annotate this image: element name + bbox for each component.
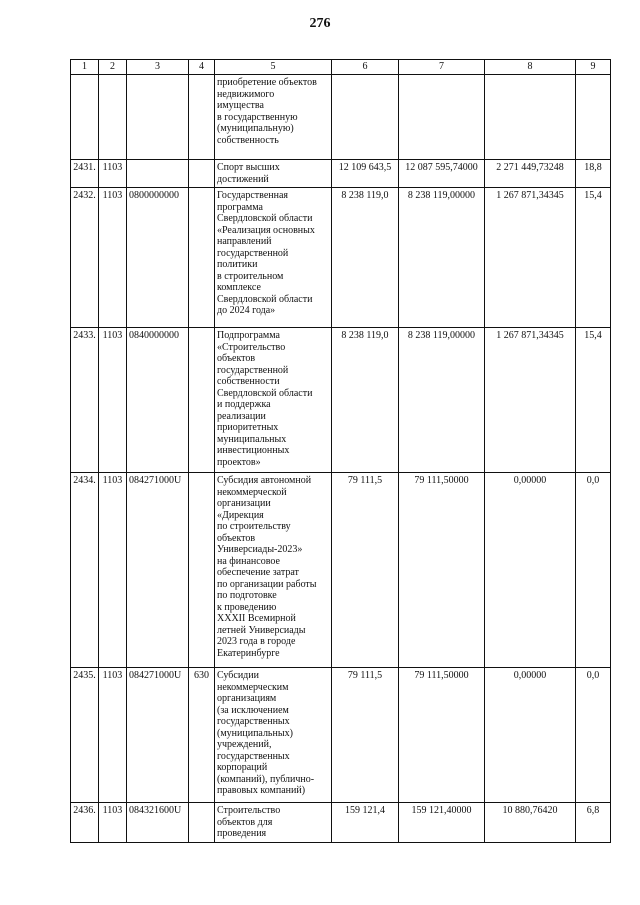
target-article-code: 0840000000 <box>127 328 189 473</box>
header-col-9: 9 <box>576 60 611 75</box>
table-header-row <box>71 60 611 75</box>
expense-type-code <box>189 188 215 328</box>
executed-amount: 0,00000 <box>485 473 576 668</box>
target-article-code: 084271000U <box>127 668 189 803</box>
header-col-2: 2 <box>99 60 127 75</box>
execution-percent: 6,8 <box>576 803 611 843</box>
row-number: 2432. <box>71 188 99 328</box>
planned-amount: 8 238 119,0 <box>332 328 399 473</box>
execution-percent <box>576 75 611 160</box>
target-article-code <box>127 160 189 188</box>
expense-type-code <box>189 160 215 188</box>
expense-type-code <box>189 75 215 160</box>
section-code: 1103 <box>99 803 127 843</box>
item-name: Субсидии некоммерческим организациям (за исключением государственных (муниципальных) учреждений, государственных корпораций (компаний), публично- правовых компаний) <box>215 668 332 803</box>
header-col-4: 4 <box>189 60 215 75</box>
execution-percent: 15,4 <box>576 328 611 473</box>
planned-amount: 159 121,4 <box>332 803 399 843</box>
row-number <box>71 75 99 160</box>
planned-amount: 8 238 119,0 <box>332 188 399 328</box>
table-row <box>71 160 611 188</box>
planned-amount: 79 111,5 <box>332 473 399 668</box>
item-name: Государственная программа Свердловской области «Реализация основных направлений государственной политики в строительном комплексе Свердловской области до 2024 года» <box>215 188 332 328</box>
item-name: Строительство объектов для проведения <box>215 803 332 843</box>
section-code: 1103 <box>99 328 127 473</box>
executed-amount: 0,00000 <box>485 668 576 803</box>
planned-amount: 12 109 643,5 <box>332 160 399 188</box>
planned-amount: 79 111,5 <box>332 668 399 803</box>
item-name: Спорт высших достижений <box>215 160 332 188</box>
table-row <box>71 75 611 160</box>
section-code <box>99 75 127 160</box>
table-row <box>71 803 611 843</box>
approved-amount: 79 111,50000 <box>399 473 485 668</box>
approved-amount: 8 238 119,00000 <box>399 328 485 473</box>
execution-percent: 15,4 <box>576 188 611 328</box>
target-article-code: 0800000000 <box>127 188 189 328</box>
section-code: 1103 <box>99 188 127 328</box>
section-code: 1103 <box>99 668 127 803</box>
page-number: 276 <box>309 16 331 31</box>
approved-amount: 79 111,50000 <box>399 668 485 803</box>
target-article-code <box>127 75 189 160</box>
header-col-6: 6 <box>332 60 399 75</box>
header-col-8: 8 <box>485 60 576 75</box>
header-col-1: 1 <box>71 60 99 75</box>
target-article-code: 084271000U <box>127 473 189 668</box>
budget-table <box>70 59 611 843</box>
execution-percent: 0,0 <box>576 473 611 668</box>
header-col-3: 3 <box>127 60 189 75</box>
execution-percent: 18,8 <box>576 160 611 188</box>
row-number: 2434. <box>71 473 99 668</box>
executed-amount: 1 267 871,34345 <box>485 188 576 328</box>
executed-amount: 10 880,76420 <box>485 803 576 843</box>
row-number: 2436. <box>71 803 99 843</box>
table-row <box>71 188 611 328</box>
executed-amount: 1 267 871,34345 <box>485 328 576 473</box>
table-row <box>71 328 611 473</box>
expense-type-code <box>189 328 215 473</box>
section-code: 1103 <box>99 473 127 668</box>
expense-type-code: 630 <box>189 668 215 803</box>
execution-percent: 0,0 <box>576 668 611 803</box>
row-number: 2435. <box>71 668 99 803</box>
approved-amount <box>399 75 485 160</box>
approved-amount: 8 238 119,00000 <box>399 188 485 328</box>
header-col-7: 7 <box>399 60 485 75</box>
table-row <box>71 668 611 803</box>
header-col-5: 5 <box>215 60 332 75</box>
item-name: Субсидия автономной некоммерческой организации «Дирекция по строительству объектов Универсиады-2023» на финансовое обеспечение затрат по организации работы по подготовке к проведению XXXII Всемирной летней Универсиады 2023 года в городе Екатеринбурге <box>215 473 332 668</box>
expense-type-code <box>189 473 215 668</box>
item-name: приобретение объектов недвижимого имущества в государственную (муниципальную) собственность <box>215 75 332 160</box>
expense-type-code <box>189 803 215 843</box>
row-number: 2433. <box>71 328 99 473</box>
planned-amount <box>332 75 399 160</box>
executed-amount <box>485 75 576 160</box>
approved-amount: 159 121,40000 <box>399 803 485 843</box>
target-article-code: 084321600U <box>127 803 189 843</box>
approved-amount: 12 087 595,74000 <box>399 160 485 188</box>
table-row <box>71 473 611 668</box>
executed-amount: 2 271 449,73248 <box>485 160 576 188</box>
row-number: 2431. <box>71 160 99 188</box>
section-code: 1103 <box>99 160 127 188</box>
item-name: Подпрограмма «Строительство объектов государственной собственности Свердловской области и поддержка реализации приоритетных муниципальных инвестиционных проектов» <box>215 328 332 473</box>
